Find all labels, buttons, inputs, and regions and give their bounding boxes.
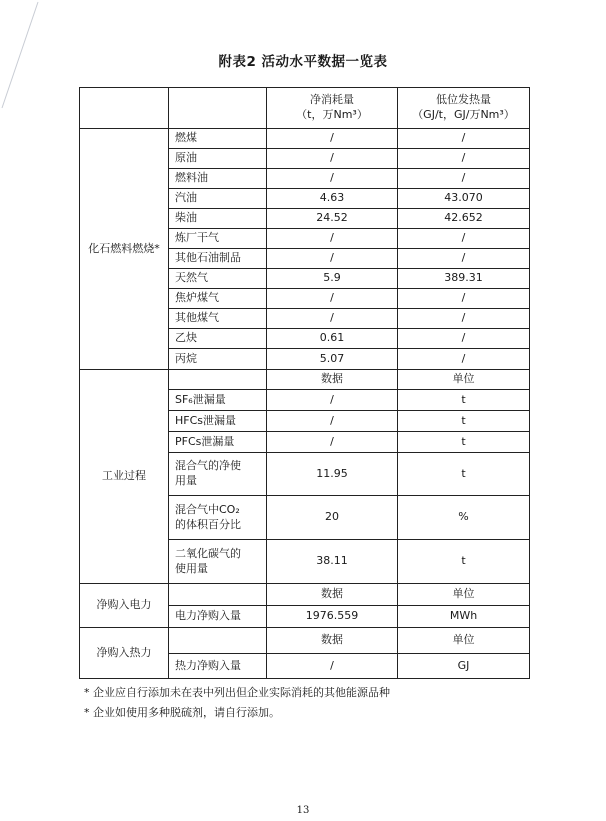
item-name: SF₆泄漏量 bbox=[169, 390, 267, 411]
fuel-name: 天然气 bbox=[169, 269, 267, 289]
category-electricity: 净购入电力 bbox=[80, 584, 169, 628]
item-unit: MWh bbox=[398, 606, 530, 628]
fuel-name: 其他煤气 bbox=[169, 309, 267, 329]
consumption-value: / bbox=[267, 149, 398, 169]
heat-value: / bbox=[398, 349, 530, 370]
fuel-name: 炼厂干气 bbox=[169, 229, 267, 249]
item-name-line: 用量 bbox=[175, 474, 197, 487]
header-consumption bbox=[267, 88, 398, 129]
item-name-line: 混合气中CO₂ bbox=[175, 502, 240, 516]
item-name: 热力净购入量 bbox=[169, 654, 267, 679]
item-value: / bbox=[267, 654, 398, 679]
heat-value: 389.31 bbox=[398, 269, 530, 289]
consumption-value: / bbox=[267, 249, 398, 269]
item-value: 11.95 bbox=[267, 453, 398, 496]
heat-value: / bbox=[398, 229, 530, 249]
item-value: / bbox=[267, 432, 398, 453]
header-heat-label: 低位发热量 bbox=[436, 93, 491, 107]
subheader-unit: 单位 bbox=[398, 628, 530, 654]
heat-value: / bbox=[398, 309, 530, 329]
item-name bbox=[169, 453, 267, 496]
empty-cell bbox=[169, 584, 267, 606]
item-unit: GJ bbox=[398, 654, 530, 679]
item-unit: t bbox=[398, 411, 530, 432]
item-name-line: 二氧化碳气的 bbox=[175, 546, 241, 560]
empty-cell bbox=[169, 370, 267, 390]
item-name-line: 使用量 bbox=[175, 561, 208, 575]
item-name: 电力净购入量 bbox=[169, 606, 267, 628]
fuel-name: 焦炉煤气 bbox=[169, 289, 267, 309]
heat-value: / bbox=[398, 289, 530, 309]
header-heat-unit: （GJ/t，GJ/万Nm³） bbox=[412, 108, 515, 121]
item-name bbox=[169, 496, 267, 540]
table-row bbox=[80, 129, 530, 149]
item-unit: t bbox=[398, 390, 530, 411]
item-unit: t bbox=[398, 540, 530, 584]
header-consumption-unit: （t，万Nm³） bbox=[296, 108, 368, 121]
subheader-row bbox=[80, 628, 530, 654]
page-number: 13 bbox=[296, 805, 310, 816]
item-name: PFCs泄漏量 bbox=[169, 432, 267, 453]
category-industrial: 工业过程 bbox=[80, 370, 169, 584]
subheader-data: 数据 bbox=[267, 370, 398, 390]
fuel-name: 丙烷 bbox=[169, 349, 267, 370]
heat-value: / bbox=[398, 129, 530, 149]
subheader-row bbox=[80, 584, 530, 606]
fuel-name: 汽油 bbox=[169, 189, 267, 209]
heat-value: / bbox=[398, 169, 530, 189]
item-name bbox=[169, 540, 267, 584]
page-title: 附表2 活动水平数据一览表 bbox=[218, 54, 388, 70]
subheader-data: 数据 bbox=[267, 584, 398, 606]
consumption-value: 5.07 bbox=[267, 349, 398, 370]
table-header-row bbox=[80, 88, 530, 129]
consumption-value: 5.9 bbox=[267, 269, 398, 289]
fuel-name: 原油 bbox=[169, 149, 267, 169]
footnote: * 企业如使用多种脱硫剂，请自行添加。 bbox=[84, 706, 280, 719]
heat-value: 42.652 bbox=[398, 209, 530, 229]
heat-value: / bbox=[398, 149, 530, 169]
category-heat: 净购入热力 bbox=[80, 628, 169, 679]
item-value: 1976.559 bbox=[267, 606, 398, 628]
consumption-value: / bbox=[267, 129, 398, 149]
consumption-value: 24.52 bbox=[267, 209, 398, 229]
item-value: / bbox=[267, 390, 398, 411]
consumption-value: / bbox=[267, 289, 398, 309]
fuel-name: 柴油 bbox=[169, 209, 267, 229]
fuel-name: 其他石油制品 bbox=[169, 249, 267, 269]
subheader-row bbox=[80, 370, 530, 390]
header-consumption-label: 净消耗量 bbox=[310, 93, 354, 107]
fuel-name: 乙炔 bbox=[169, 329, 267, 349]
fuel-name: 燃煤 bbox=[169, 129, 267, 149]
heat-value: / bbox=[398, 329, 530, 349]
item-value: 38.11 bbox=[267, 540, 398, 584]
empty-cell bbox=[169, 628, 267, 654]
item-name: HFCs泄漏量 bbox=[169, 411, 267, 432]
consumption-value: / bbox=[267, 309, 398, 329]
item-value: 20 bbox=[267, 496, 398, 540]
consumption-value: / bbox=[267, 169, 398, 189]
heat-value: / bbox=[398, 249, 530, 269]
header-empty-cell bbox=[80, 88, 169, 129]
item-unit: t bbox=[398, 432, 530, 453]
header-heat-value bbox=[398, 88, 530, 129]
subheader-unit: 单位 bbox=[398, 584, 530, 606]
consumption-value: / bbox=[267, 229, 398, 249]
item-value: / bbox=[267, 411, 398, 432]
consumption-value: 0.61 bbox=[267, 329, 398, 349]
header-empty-cell bbox=[169, 88, 267, 129]
category-fossil: 化石燃料燃烧* bbox=[80, 129, 169, 370]
activity-data-table bbox=[79, 87, 530, 679]
item-name-line: 混合气的净使 bbox=[175, 459, 241, 473]
item-name-line: 的体积百分比 bbox=[175, 517, 241, 531]
item-unit: t bbox=[398, 453, 530, 496]
heat-value: 43.070 bbox=[398, 189, 530, 209]
fuel-name: 燃料油 bbox=[169, 169, 267, 189]
footnote: * 企业应自行添加未在表中列出但企业实际消耗的其他能源品种 bbox=[84, 686, 390, 699]
subheader-data: 数据 bbox=[267, 628, 398, 654]
item-unit: % bbox=[398, 496, 530, 540]
subheader-unit: 单位 bbox=[398, 370, 530, 390]
consumption-value: 4.63 bbox=[267, 189, 398, 209]
